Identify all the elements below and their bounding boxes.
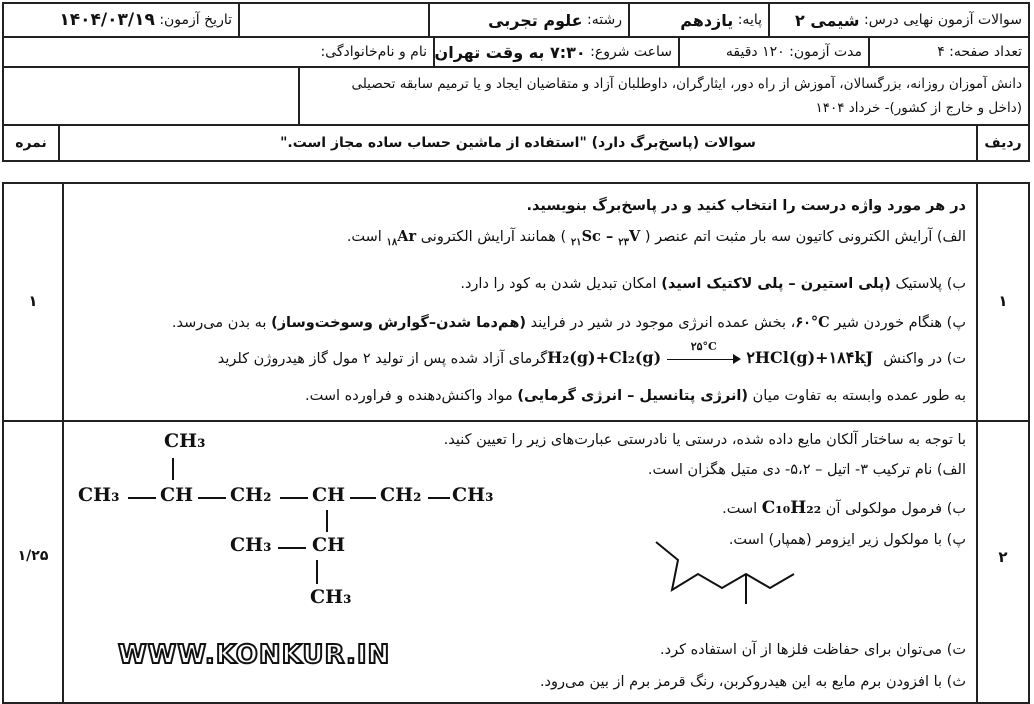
reaction-arrow	[667, 339, 741, 365]
exam-title-label: سوالات آزمون نهایی درس:	[863, 12, 1022, 28]
q1-p-prefix: پ) هنگام خوردن شیر	[834, 315, 966, 331]
questions-table	[2, 182, 1030, 704]
questions-label-cell	[58, 126, 976, 160]
q1-row-number: ۱	[998, 292, 1008, 310]
struct-branch-ch: CH	[312, 534, 346, 556]
q1-part-t	[217, 339, 966, 367]
header-blank-cell	[238, 4, 428, 36]
konkur-watermark: WWW.KONKUR.IN	[118, 640, 391, 670]
row-label-cell	[976, 126, 1028, 160]
struct-main-ch3-right: CH₃	[452, 484, 494, 506]
start-label: ساعت شروع:	[590, 44, 672, 60]
exam-title-cell	[768, 4, 1028, 36]
q1-t-suffix: گرمای آزاد شده پس از تولید ۲ مول گاز هیدروژن کلرید	[217, 351, 548, 367]
q1-a-middle: ) همانند آرایش الکترونی	[420, 229, 567, 245]
q2-part-a: الف) نام ترکیب ۳- اتیل – ۵،۲- دی متیل هگزان است.	[647, 462, 966, 478]
struct-main-ch2-2: CH₂	[380, 484, 422, 506]
exam-title-value: شیمی ۲	[795, 10, 860, 30]
struct-top-methyl: CH₃	[164, 430, 206, 452]
pages-label: تعداد صفحه: ۴	[937, 44, 1022, 60]
q2-part-b	[722, 498, 966, 518]
header-row-2	[4, 38, 1028, 68]
q2-b-prefix: ب) فرمول مولکولی آن	[825, 501, 966, 517]
ar-atomic-number: ۱۸	[386, 236, 398, 248]
q2-score: ۱/۲۵	[17, 548, 49, 564]
q1-a-suffix: است.	[346, 229, 382, 245]
reaction-temperature: ۲۵°C	[690, 339, 717, 353]
q1-score: ۱	[28, 292, 38, 310]
q1-intro: در هر مورد واژه درست را انتخاب کنید و در پاسخ‌برگ بنویسید.	[526, 198, 966, 214]
field-label: رشته:	[587, 12, 622, 28]
q1-p-choice: (هم‌دما شدن–گوارش وسوخت‌وساز)	[271, 315, 527, 331]
reaction-equation	[547, 339, 878, 367]
bond-main-5	[428, 497, 450, 499]
struct-main-ch3-left: CH₃	[78, 484, 120, 506]
q1-p-middle: ، بخش عمده انرژی موجود در شیر در فرایند	[530, 315, 796, 331]
bond-branch-vertical	[326, 510, 328, 532]
q1-b-choice: (پلی استیرن – پلی لاکتیک اسید)	[661, 276, 891, 292]
row-column-divider	[976, 184, 978, 702]
field-value: علوم تجربی	[488, 10, 583, 30]
q1-a-prefix: الف) آرایش الکترونی کاتیون سه بار مثبت اتم عنصر (	[644, 229, 966, 245]
struct-main-ch2-1: CH₂	[230, 484, 272, 506]
bond-bottom-vertical	[316, 560, 318, 584]
bond-main-3	[280, 497, 308, 499]
sc-atomic-number: ۲۱	[570, 236, 582, 248]
q2-b-suffix: است.	[722, 501, 758, 517]
argon-notation	[386, 228, 417, 248]
bond-main-1	[128, 497, 156, 499]
bond-main-4	[350, 497, 376, 499]
struct-main-ch-1: CH	[160, 484, 194, 506]
duration-cell	[678, 38, 868, 66]
skeletal-isomer-structure	[652, 540, 802, 620]
grade-value: یازدهم	[680, 10, 734, 30]
exam-header	[2, 2, 1030, 162]
header-row-3	[4, 68, 1028, 126]
q1-part-p	[172, 314, 966, 331]
header-row-4	[4, 126, 1028, 160]
start-value: ۷:۳۰ به وقت تهران	[434, 42, 586, 62]
name-label: نام و نام‌خانوادگی:	[320, 44, 427, 60]
q2-part-t: ت) می‌توان برای حفاظت فلزها از آن استفاده کرد.	[660, 642, 966, 658]
questions-label: سوالات (پاسخ‌برگ دارد) "استفاده از ماشین حساب ساده مجاز است."	[280, 135, 756, 151]
date-value: ۱۴۰۴/۰۳/۱۹	[59, 10, 155, 30]
arrow-shaft	[667, 359, 735, 361]
arrow-head	[733, 354, 741, 364]
struct-branch-ch3: CH₃	[230, 534, 272, 556]
q1-t2-prefix: به طور عمده وابسته به تفاوت میان	[752, 388, 966, 404]
bond-branch-horizontal	[278, 547, 306, 549]
isomer-main-chain	[656, 542, 794, 590]
q1-t2-choice: (انرژی پتانسیل – انرژی گرمایی)	[517, 388, 749, 404]
header-row-1	[4, 4, 1028, 38]
sc-symbol: Sc	[581, 228, 601, 245]
score-label: نمره	[15, 135, 47, 151]
field-cell	[428, 4, 628, 36]
pages-cell	[868, 38, 1028, 66]
reaction-reactants: H₂(g)+Cl₂(g)	[547, 348, 662, 367]
date-label: تاریخ آزمون:	[159, 12, 232, 28]
bond-top-vertical	[172, 458, 174, 480]
row-label: ردیف	[984, 135, 1022, 151]
grade-cell	[628, 4, 768, 36]
q1-b-prefix: ب) پلاستیک	[895, 276, 966, 292]
q1-t2-suffix: مواد واکنش‌دهنده و فراورده است.	[305, 388, 513, 404]
q2-row-number: ۲	[998, 548, 1008, 566]
start-cell	[433, 38, 678, 66]
audience-cell	[298, 68, 1028, 124]
name-cell[interactable]	[4, 38, 433, 66]
q1-part-a	[347, 228, 966, 248]
bond-main-2	[198, 497, 226, 499]
q1-a-options	[570, 228, 641, 248]
date-cell	[4, 4, 238, 36]
reaction-products: ۲HCl(g)+۱۸۴kJ	[746, 348, 874, 367]
v-symbol: V	[629, 228, 641, 245]
duration-label: مدت آزمون: ۱۲۰ دقیقه	[725, 44, 862, 60]
struct-main-ch-2: CH	[312, 484, 346, 506]
q1-t-prefix: ت) در واکنش	[883, 351, 966, 367]
q1-part-b	[460, 276, 966, 292]
q1-p-suffix: به بدن می‌رسد.	[171, 315, 267, 331]
audience-line-2: (داخل و خارج از کشور)- خرداد ۱۴۰۴	[815, 100, 1022, 116]
v-atomic-number: ۲۳	[618, 236, 629, 248]
question-divider	[4, 420, 1028, 422]
q2-part-p: پ) با مولکول زیر ایزومر (همپار) است.	[728, 532, 966, 548]
milk-temperature: ۶۰°C	[795, 314, 830, 331]
q2-intro: با توجه به ساختار آلکان مایع داده شده، درستی یا نادرستی عبارت‌های زیر را تعیین کنید.	[443, 432, 966, 448]
molecular-formula: C₁₀H₂₂	[761, 498, 822, 518]
q2-part-th: ث) با افزودن برم مایع به این هیدروکربن، رنگ قرمز برم از بین می‌رود.	[539, 674, 966, 690]
audience-line-1: دانش آموزان روزانه، بزرگسالان، آموزش از راه دور، ایثارگران، داوطلبان آزاد و متقاضیان ایجاد و یا ترمیم سابقه تحصیلی	[351, 76, 1022, 92]
q1-b-suffix: امکان تبدیل شدن به کود را دارد.	[460, 276, 657, 292]
struct-bottom-methyl: CH₃	[310, 586, 352, 608]
grade-label: پایه:	[737, 12, 762, 28]
audience-blank-cell	[4, 68, 298, 124]
score-label-cell	[4, 126, 58, 160]
score-column-divider	[62, 184, 64, 702]
q1-a-dash: –	[605, 228, 614, 245]
q1-part-t-line2	[305, 388, 966, 404]
ar-symbol: Ar	[397, 228, 417, 245]
